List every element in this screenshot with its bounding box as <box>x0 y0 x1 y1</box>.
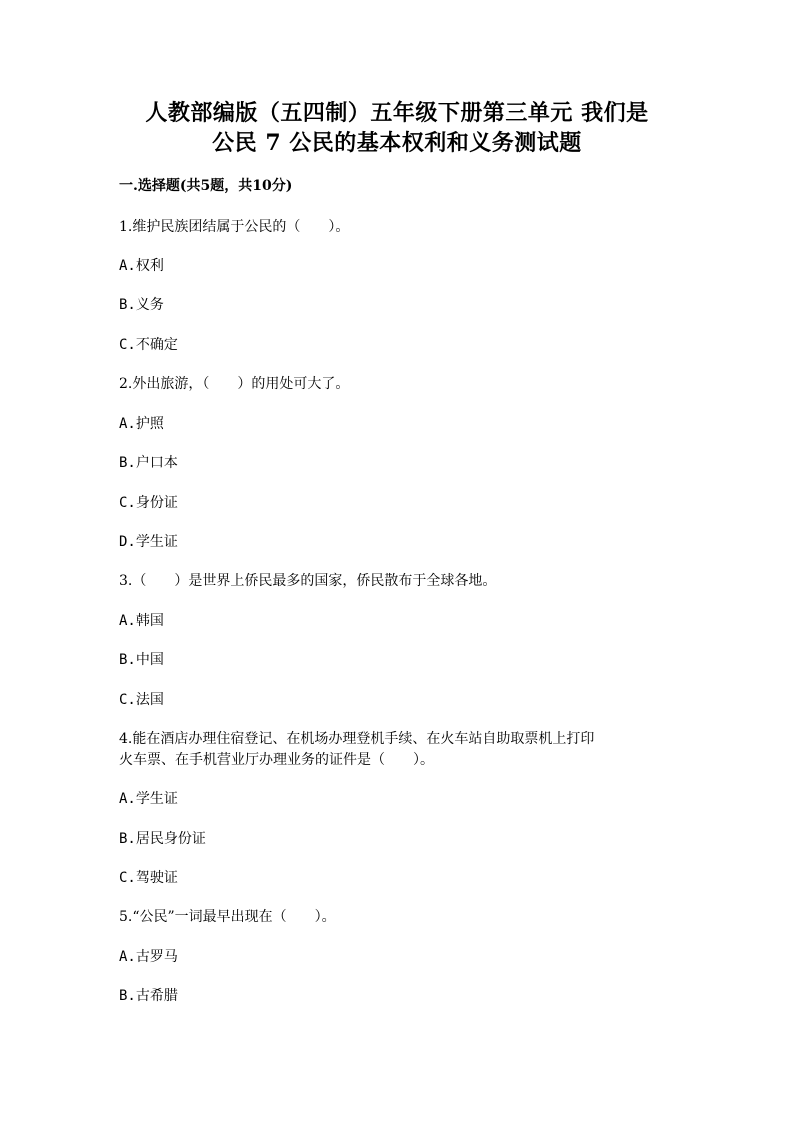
question-2-option-c: C.身份证 <box>119 495 178 511</box>
document-title-line-2: 公民 7 公民的基本权利和义务测试题 <box>212 130 582 156</box>
question-3-option-a: A.韩国 <box>119 613 164 629</box>
question-1-option-c: C.不确定 <box>119 337 178 353</box>
document-title-line-1: 人教部编版（五四制）五年级下册第三单元 我们是 <box>145 100 649 126</box>
question-4-stem-line-2: 火车票、在手机营业厅办理业务的证件是（ ）。 <box>119 752 434 768</box>
question-3-option-b: B.中国 <box>119 652 164 668</box>
section-heading: 一.选择题(共5题，共10分) <box>119 178 293 194</box>
question-2-option-b: B.户口本 <box>119 455 178 471</box>
question-2-option-a: A.护照 <box>119 416 164 432</box>
question-4-option-b: B.居民身份证 <box>119 831 206 847</box>
question-4-option-c: C.驾驶证 <box>119 870 178 886</box>
question-2-stem: 2.外出旅游，（ ）的用处可大了。 <box>119 376 350 392</box>
question-4-option-a: A.学生证 <box>119 791 178 807</box>
question-5-stem: 5.“公民”一词最早出现在（ ）。 <box>119 909 336 925</box>
question-2-option-d: D.学生证 <box>119 534 178 550</box>
question-1-option-b: B.义务 <box>119 297 164 313</box>
question-1-option-a: A.权利 <box>119 258 164 274</box>
question-3-option-c: C.法国 <box>119 692 164 708</box>
question-3-stem: 3.（ ）是世界上侨民最多的国家，侨民散布于全球各地。 <box>119 573 497 589</box>
question-5-option-a: A.古罗马 <box>119 949 178 965</box>
question-4-stem-line-1: 4.能在酒店办理住宿登记、在机场办理登机手续、在火车站自助取票机上打印 <box>119 731 595 747</box>
question-1-stem: 1.维护民族团结属于公民的（ ）。 <box>119 219 350 235</box>
question-5-option-b: B.古希腊 <box>119 988 178 1004</box>
